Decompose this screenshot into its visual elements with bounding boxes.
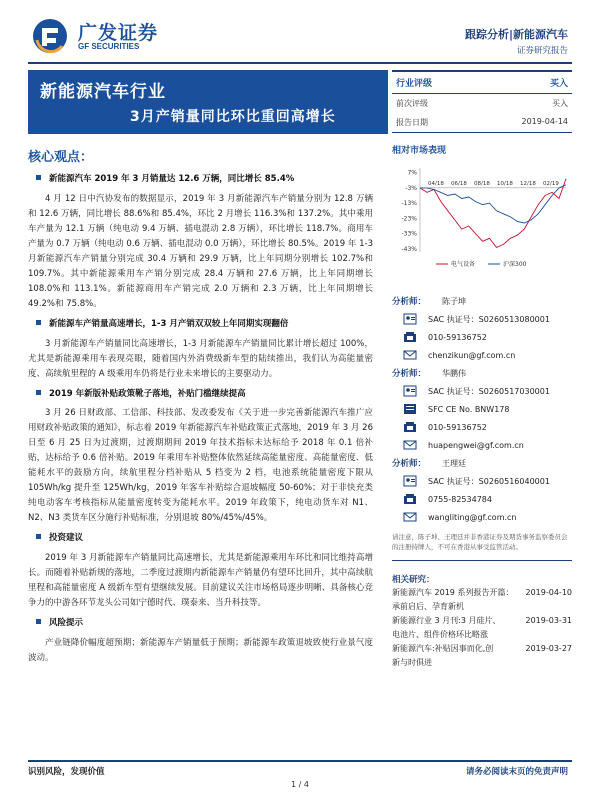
mail-icon: [402, 438, 418, 452]
paragraph: 3 月 26 日财政部、工信部、科技部、发改委发布《关于进一步完善新能源汽车推广应用财政补贴政策的通知》，标志着 2019 年新能源汽车补贴政策正式落地，2019 年 3 月 26 日至 6 月 25 日为过渡期，过渡期期间 2019 年技术指标未达标给予 2018 年 0.1 倍补贴，达标给予 0.6 倍补贴。2019 年乘用车补贴整体依然延续高能量密度、高能量密度、低能耗水平的鼓励方向，续航里程分档补贴从 5 档变为 2 档，电池系统能量密度下限从 105Wh/kg 提升至 125Wh/kg，2019 年客车补贴综合退坡幅度 50-60%；对于非快充类纯电动客车考核指标从能量密度转变为能耗水平。2019 年政策下，纯电动货车对 N1、N2、N3 类货车区分施行补贴标准，分别退坡 80%/45%/45%。: [28, 408, 373, 524]
disclaimer-note: 请注意，陈子坤、王理廷并非香港证券及期货事务监察委员会的注册持牌人，不可在香港从事受监管活动。: [392, 533, 568, 551]
person-icon: [402, 312, 418, 326]
bullet-icon: [36, 175, 41, 180]
related-item-cont[interactable]: 承前启后、孕育新机: [392, 602, 464, 611]
relative-performance-chart: [392, 162, 572, 282]
paragraph: 产业链降价幅度超预期；新能源车产销量低于预期；新能源车政策退坡致使行业景气度波动。: [28, 637, 373, 663]
main-content: [28, 146, 373, 672]
paragraph: 4 月 12 日中汽协发布的数据显示，2019 年 3 月新能源汽车产销量分别为 12.8 万辆和 12.6 万辆，同比增长 88.6%和 85.4%，环比 2 月增长 116.3%和 137.2%。其中乘用车产量为 12.1 万辆（纯电动 9.4 万辆、插电混动 2.8 万辆），环比增长 118.7%。商用车产量为 0.7 万辆（纯电动 0.6 万辆、插电混动 0.0 万辆），环比增长 80.5%。2019 年 1-3 月新能源汽车产销量分别完成 30.4 万辆和 29.9 万辆，比上年同期分别增长 102.7%和 109.7%。其中新能源乘用车产销分别完成 28.4 万辆和 27.6 万辆，比上年同期增长 108.0%和 113.1%。新能源商用车产销完成 2.0 万辆和 2.3 万辆，比上年同期增长 49.2%和 75.8%。: [28, 193, 373, 309]
y-tick-label: -43%: [401, 245, 417, 253]
analyst-phone: 010-59136752: [392, 328, 572, 346]
analyst-name-row: 分析师： 华鹏伟: [392, 368, 466, 379]
analyst-block: [392, 292, 572, 552]
footer-slogan: 识别风险，发现价值: [28, 767, 105, 777]
rating-row: 行业评级 买入: [392, 72, 572, 94]
analyst-sfc: SFC CE No. BNW178: [392, 400, 572, 418]
analyst-list: [392, 292, 572, 526]
sidebar: [392, 70, 572, 670]
analyst-email: huapengwei@gf.com.cn: [392, 436, 572, 454]
y-tick-label: -13%: [401, 200, 417, 208]
analyst-name: 华鹏伟: [442, 368, 466, 378]
person-icon: [402, 474, 418, 488]
mail-icon: [402, 510, 418, 524]
person-icon: [402, 384, 418, 398]
section-title: 核心观点：: [28, 150, 94, 165]
analyst-sac: SAC 执证号：S0260517030001: [392, 382, 572, 400]
key-point: 投资建议: [28, 532, 373, 545]
key-point: 新能源汽车 2019 年 3 月销量达 12.6 万辆，同比增长 85.4%: [28, 173, 373, 186]
x-tick-label: 02/19: [543, 180, 559, 187]
key-point: 2019 年新版补贴政策靴子落地，补贴门槛继续提高: [28, 388, 373, 401]
phone-icon: [402, 330, 418, 344]
key-point: 新能源车产销量高速增长，1-3 月产销双双较上年同期实现翻倍: [28, 318, 373, 331]
report-title: 3月产销量同比环比重回高增长: [130, 109, 336, 125]
prev-rating-row: 前次评级 买入: [396, 99, 568, 108]
report-type: 跟踪分析|新能源汽车: [464, 28, 568, 41]
x-tick-label: 08/18: [474, 180, 490, 187]
analyst-phone: 0755-82534784: [392, 490, 572, 508]
phone-icon: [402, 492, 418, 506]
legend-label: 电气设备: [451, 261, 476, 268]
related-item-cont[interactable]: 电池片、组件价格环比略涨: [392, 630, 488, 639]
bullet-icon: [36, 534, 41, 539]
industry-title: 新能源汽车行业: [40, 82, 166, 102]
bullet-icon: [36, 619, 41, 624]
bullet-icon: [36, 320, 41, 325]
related-item-cont[interactable]: 新与时俱进: [392, 658, 432, 667]
logo-text: 广发证券: [78, 22, 159, 44]
analyst-name-row: 分析师： 王理廷: [392, 458, 466, 469]
footer-divider: [28, 760, 572, 762]
paragraph: 3 月新能源车产销量同比高速增长，1-3 月新能源车产销量同比累计增长超过 100%，尤其是新能源乘用车表现亮眼，随着国内外消费级新车型的陆续推出，我们认为高能量密度、高续航里程的 A 级乘用车仍将是行业未来增长的主要驱动力。: [28, 338, 373, 379]
report-category: 证券研究报告: [516, 46, 568, 56]
header-divider: [28, 62, 572, 64]
page-number: 1 / 4: [291, 780, 309, 789]
analyst-email: chenzikun@gf.com.cn: [392, 346, 572, 364]
analyst-sac: SAC 执证号：S0260513080001: [392, 310, 572, 328]
logo-subtext: GF SECURITIES: [78, 42, 140, 51]
related-list: [392, 586, 572, 670]
y-tick-label: -23%: [401, 215, 417, 223]
analyst-email: wangliting@gf.com.cn: [392, 508, 572, 526]
series-line-1: [420, 185, 566, 223]
legend-label: 沪深300: [503, 261, 527, 268]
y-tick-label: 7%: [407, 169, 417, 177]
paragraph: 2019 年 3 月新能源车产销量同比高速增长，尤其是新能源乘用车环比和同比维持高增长。而随着补贴新规的落地，二季度过渡期内新能源车产销量仍有望环比回升，其中高续航里程和高能量密度 A 级新车型有望继续发展。目前建议关注市场格局逐步明晰、具备核心竞争力的中游各环节龙头公司如宁德时代、璞泰来、当升科技等。: [28, 553, 373, 608]
analyst-sac: SAC 执证号：S0260516040001: [392, 472, 572, 490]
related-item[interactable]: 新能源汽车 2019 系列报告开篇： 2019-04-10: [392, 588, 572, 597]
phone-icon: [402, 420, 418, 434]
key-point: 风险提示: [28, 617, 373, 630]
mail-icon: [402, 348, 418, 362]
bullet-icon: [36, 390, 41, 395]
x-tick-label: 12/18: [520, 180, 536, 187]
x-tick-label: 10/18: [497, 180, 513, 187]
series-line-0: [420, 179, 566, 248]
y-tick-label: -33%: [401, 230, 417, 238]
report-date-row: 报告日期 2019-04-14: [392, 113, 572, 133]
id-icon: [402, 402, 418, 416]
y-tick-label: -3%: [405, 184, 417, 192]
related-item[interactable]: 新能源汽车:补贴因事而化,创 2019-03-27: [392, 644, 572, 653]
related-item[interactable]: 新能源行业 3 月刊:3 月硅片、 2019-03-31: [392, 616, 572, 625]
analyst-name: 王理廷: [442, 458, 466, 468]
analyst-name: 陈子坤: [442, 296, 466, 306]
related-research: [392, 560, 572, 670]
related-label: 相关研究：: [392, 575, 435, 585]
analyst-name-row: 分析师： 陈子坤: [392, 296, 466, 307]
analyst-phone: 010-59136752: [392, 418, 572, 436]
x-tick-label: 04/18: [428, 180, 444, 187]
chart-section-title: 相对市场表现: [392, 146, 447, 156]
footer-disclaimer: 请务必阅读末页的免责声明: [465, 767, 568, 777]
x-tick-label: 06/18: [451, 180, 467, 187]
